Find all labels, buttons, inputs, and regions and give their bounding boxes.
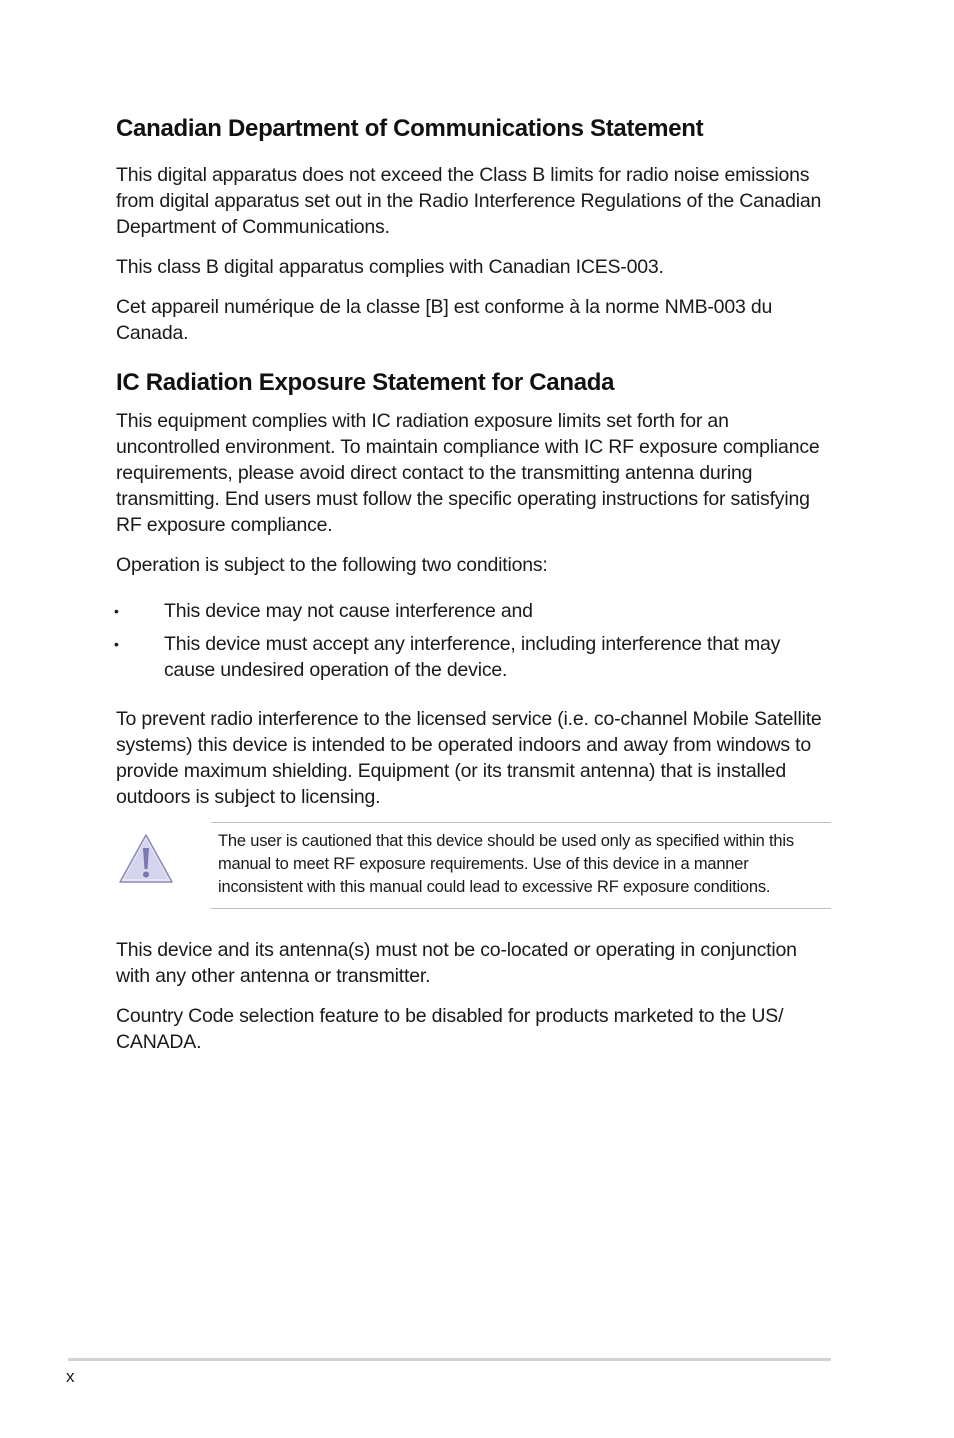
bullet-icon: • [114, 636, 119, 652]
caution-note [116, 822, 832, 910]
list-item-text: This device may not cause interference and [164, 600, 533, 622]
paragraph-co-located: This device and its antenna(s) must not be co-located or operating in conjunction with any other antenna or transmitter. [116, 939, 797, 987]
paragraph-class-b-limits: This digital apparatus does not exceed the Class B limits for radio noise emissions from digital apparatus set out in the Radio Interference Regulations of the Canadian Department of Communications. [116, 164, 822, 238]
paragraph-ic-compliance: This equipment complies with IC radiation exposure limits set forth for an uncontrolled environment. To maintain compliance with IC RF exposure compliance requirements, please avoid direct contact to the transmitting antenna during transmitting. End users must follow the specific operating instructions for satisfying RF exposure compliance. [116, 410, 820, 536]
page-content [116, 114, 832, 1055]
list-item-text: This device must accept any interference, including interference that may cause undesired operation of the device. [164, 633, 781, 681]
section-heading-canadian-doc: Canadian Department of Communications Statement [116, 115, 704, 142]
paragraph-prevent-interference: To prevent radio interference to the licensed service (i.e. co-channel Mobile Satellite systems) this device is intended to be operated indoors and away from windows to provide maximum shielding. Equipment (or its transmit antenna) that is installed outdoors is subject to licensing. [116, 708, 822, 808]
caution-text: The user is cautioned that this device should be used only as specified within this manual to meet RF exposure requirements. Use of this device in a manner inconsistent with this manual could lead to excessive RF exposure conditions. [218, 832, 794, 896]
paragraph-conditions-intro: Operation is subject to the following two conditions: [116, 554, 548, 576]
list-item [116, 631, 832, 683]
page-number: x [66, 1367, 75, 1386]
paragraph-nmb-003-french: Cet appareil numérique de la classe [B] est conforme à la norme NMB-003 du Canada. [116, 296, 773, 344]
paragraph-country-code: Country Code selection feature to be disabled for products marketed to the US/ CANADA. [116, 1005, 784, 1053]
caution-divider-bottom [211, 908, 831, 909]
list-item [116, 598, 832, 624]
caution-divider-top [211, 822, 831, 823]
warning-triangle-icon [118, 832, 174, 886]
paragraph-ices-003: This class B digital apparatus complies with Canadian ICES-003. [116, 256, 664, 278]
section-heading-ic-radiation: IC Radiation Exposure Statement for Canada [116, 369, 615, 396]
footer-divider [68, 1358, 831, 1361]
conditions-list [116, 598, 832, 683]
bullet-icon: • [114, 603, 119, 619]
